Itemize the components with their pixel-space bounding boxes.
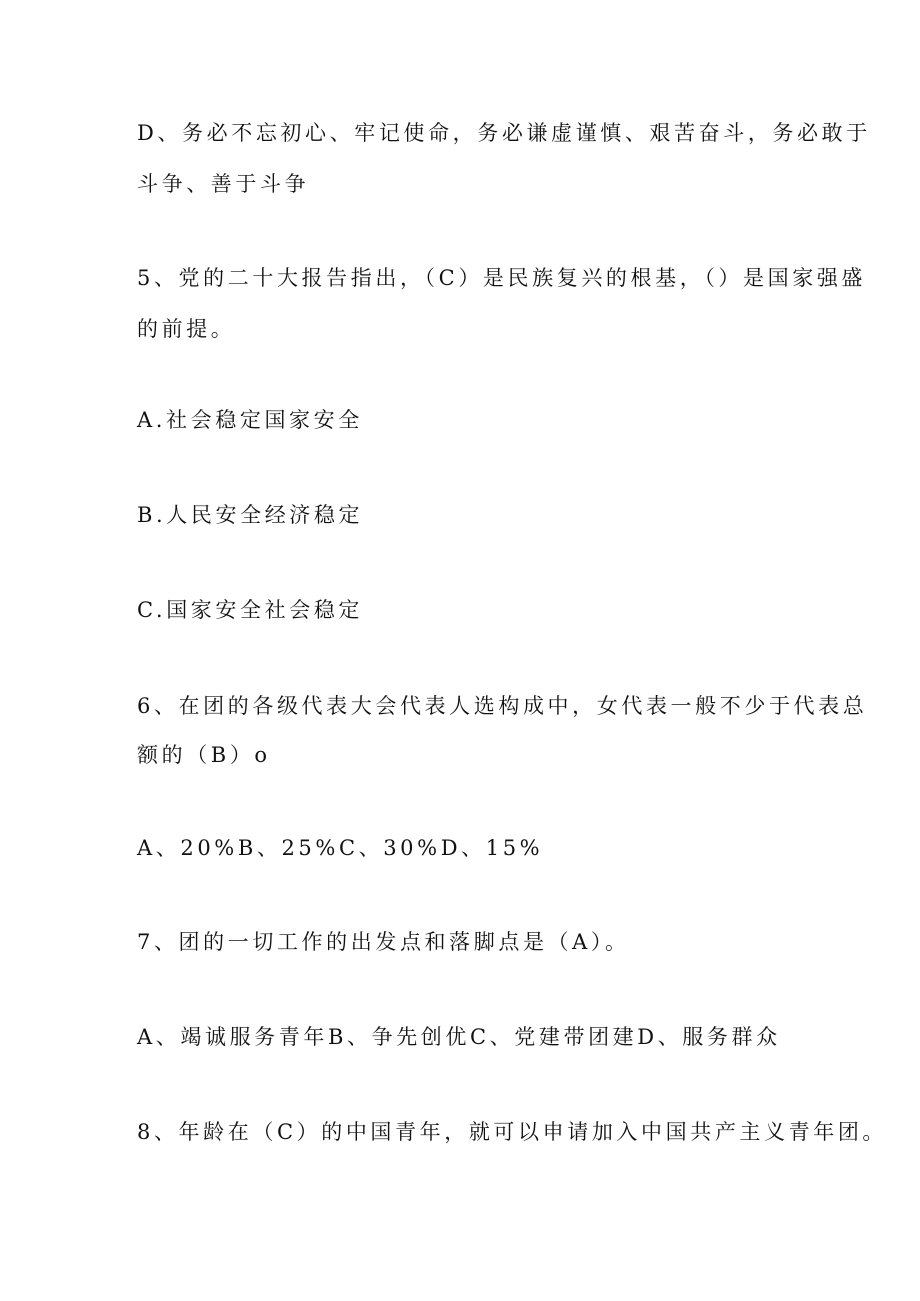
question-6-line-2: 额的（B）o [137,743,271,767]
question-5-line-1: 5、党的二十大报告指出，（C）是民族复兴的根基，（）是国家强盛 [137,266,867,290]
option-d-line-2: 斗争、善于斗争 [137,172,310,196]
question-5-option-c: C.国家安全社会稳定 [137,598,363,622]
question-5-option-b: B.人民安全经济稳定 [137,503,364,527]
question-5-option-a: A.社会稳定国家安全 [137,408,363,432]
question-7-line: 7、团的一切工作的出发点和落脚点是（A）。 [137,930,630,954]
question-6-line-1: 6、在团的各级代表大会代表人选构成中，女代表一般不少于代表总 [137,694,868,718]
question-7-options: A、竭诚服务青年B、争先创优C、党建带团建D、服务群众 [137,1025,781,1049]
question-5-line-2: 的前提。 [137,317,236,341]
question-6-options: A、20%B、25%C、30%D、15% [137,836,544,860]
option-d-line-1: D、务必不忘初心、牢记使命，务必谦虚谨慎、艰苦奋斗，务必敢于 [137,121,871,145]
question-8-line: 8、年龄在（C）的中国青年，就可以申请加入中国共产主义青年团。 [137,1120,888,1144]
